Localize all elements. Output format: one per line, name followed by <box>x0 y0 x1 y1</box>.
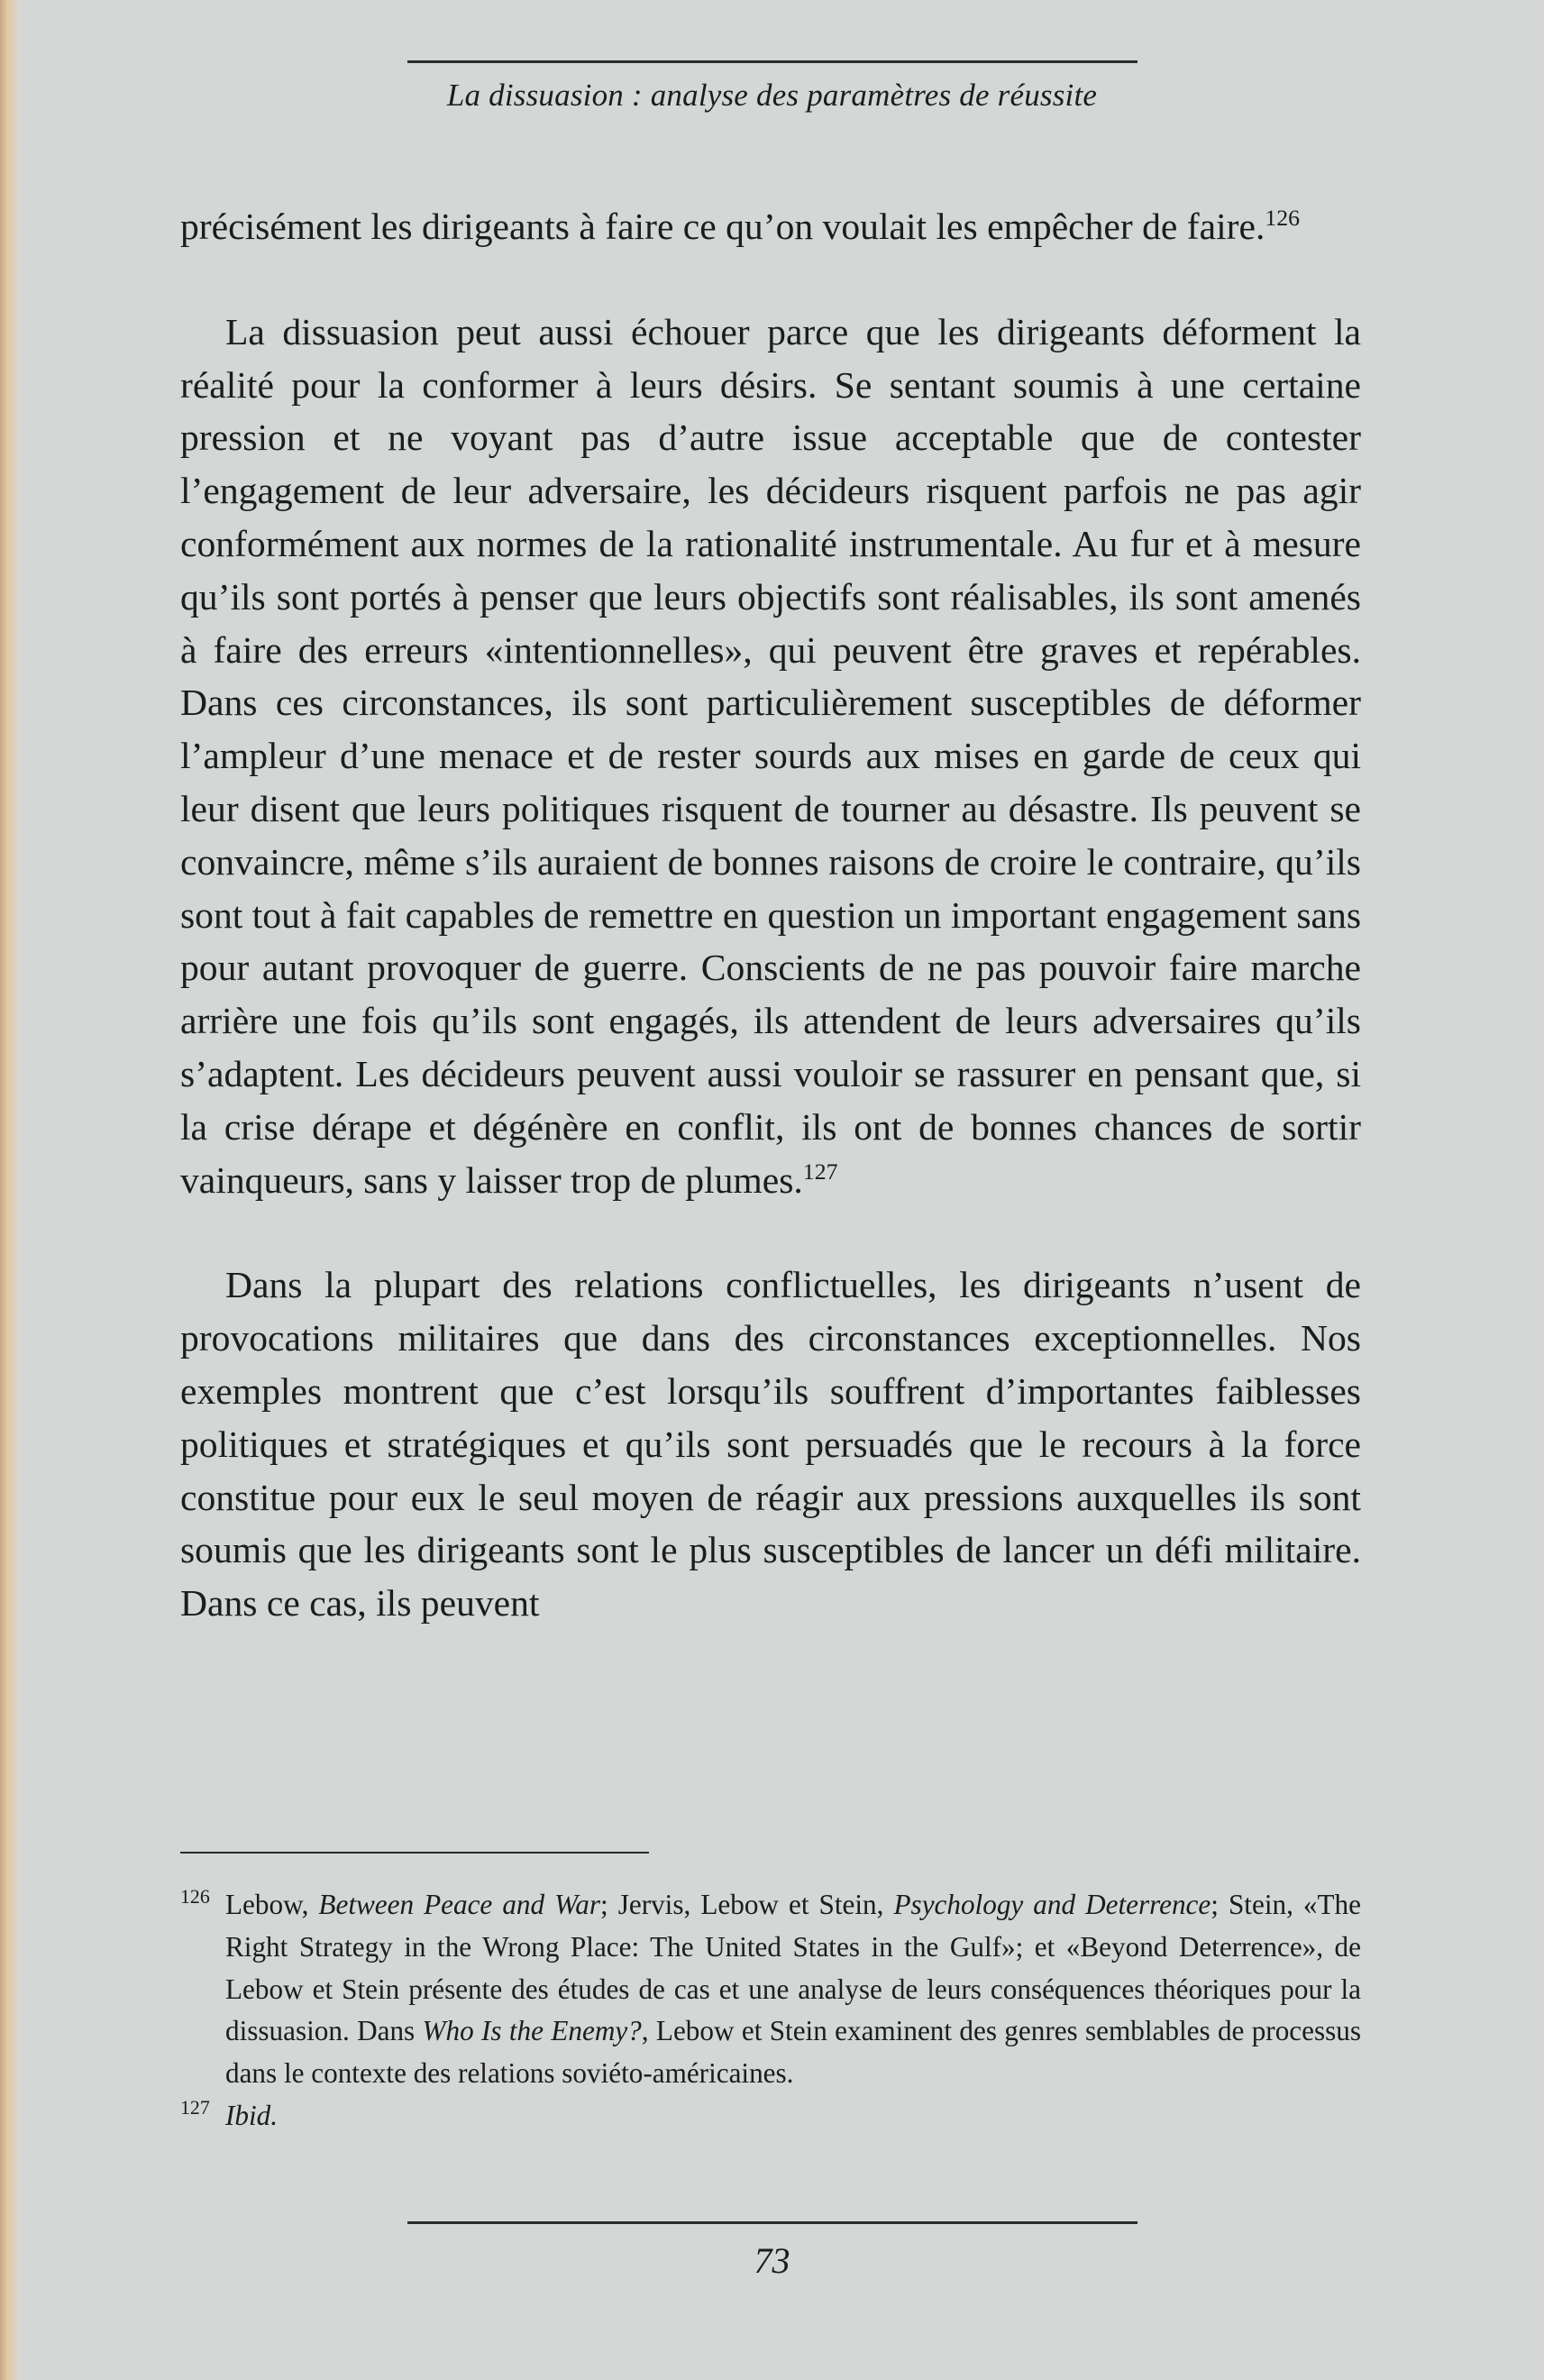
paragraph-1 <box>180 200 1361 253</box>
footnote-ref-126: 126 <box>1265 205 1301 232</box>
footnote-text: Lebow, <box>225 1889 319 1920</box>
footnote-title: Psychology and Deterrence <box>893 1889 1211 1920</box>
footnote-rule <box>180 1852 649 1854</box>
footnote-text: ; Jervis, Lebow et Stein, <box>600 1889 894 1920</box>
header-rule <box>407 60 1137 63</box>
paragraph-2 <box>180 306 1361 1207</box>
footnote-text: , Lebow et Stein examinent des genres semblables de processus dans le contexte des relations soviéto-américaines. <box>225 2015 1361 2090</box>
bottom-rule <box>407 2221 1137 2224</box>
page-number: 73 <box>754 2240 790 2281</box>
footnote-127-text <box>225 2100 278 2131</box>
footnote-text: ; Stein, «The Right Strategy in the Wrong Place: The United States in the Gulf»; et «Beyond Deterrence», de Lebow et Stein présente des études de cas et une analyse de leurs conséquences théoriques pour la dissuasion. Dans <box>225 1889 1361 2047</box>
footnote-title: Ibid. <box>225 2099 279 2131</box>
footnote-title: Who Is the Enemy? <box>422 2015 642 2047</box>
footnotes <box>180 1884 1361 2137</box>
footnote-126 <box>180 1884 1361 2095</box>
footnote-number: 126 <box>180 1886 210 1908</box>
footnote-ref-127: 127 <box>802 1158 838 1185</box>
footnote-126-text <box>225 1889 1361 2089</box>
page-edge <box>0 0 20 2380</box>
footnote-127 <box>180 2095 1361 2137</box>
paragraph-3 <box>180 1259 1361 1630</box>
footnote-title: Between Peace and War <box>318 1889 601 1920</box>
paragraph-3-text: Dans la plupart des relations conflictuelles, les dirigeants n’usent de provocations militaires que dans des circonstances exceptionnelles. Nos exemples montrent que c’est lorsqu’ils souffrent d’importantes faiblesses politiques et stratégiques et qu’ils sont persuadés que le recours à la force constitue pour eux le seul moyen de réagir aux pressions auxquelles ils sont soumis que les dirigeants sont le plus susceptibles de lancer un défi militaire. Dans ce cas, ils peuvent <box>180 1264 1361 1625</box>
paragraph-1-text: précisément les dirigeants à faire ce qu’on voulait les empêcher de faire. <box>180 206 1265 247</box>
paragraph-2-text: La dissuasion peut aussi échouer parce que les dirigeants déforment la réalité pour la conformer à leurs désirs. Se sentant soumis à une certaine pression et ne voyant pas d’autre issue acceptable que de contester l’engagement de leur adversaire, les décideurs risquent parfois ne pas agir conformément aux normes de la rationalité instrumentale. Au fur et à mesure qu’ils sont portés à penser que leurs objectifs sont réalisables, ils sont amenés à faire des erreurs «intentionnelles», qui peuvent être graves et repérables. Dans ces circonstances, ils sont particulièrement susceptibles de déformer l’ampleur d’une menace et de rester sourds aux mises en garde de ceux qui leur disent que leurs politiques risquent de tourner au désastre. Ils peuvent se convaincre, même s’ils auraient de bonnes raisons de croire le contraire, qu’ils sont tout à fait capables de remettre en question un important engagement sans pour autant provoquer de guerre. Conscients de ne pas pouvoir faire marche arrière une fois qu’ils sont engagés, ils attendent de leurs adversaires qu’ils s’adaptent. Les décideurs peuvent aussi vouloir se rassurer en pensant que, si la crise dérape et dégénère en conflit, ils ont de bonnes chances de sortir vainqueurs, sans y laisser trop de plumes. <box>180 310 1361 1201</box>
running-head: La dissuasion : analyse des paramètres de réussite <box>446 78 1098 113</box>
footnote-number: 127 <box>180 2096 210 2119</box>
body-text <box>180 200 1361 1630</box>
